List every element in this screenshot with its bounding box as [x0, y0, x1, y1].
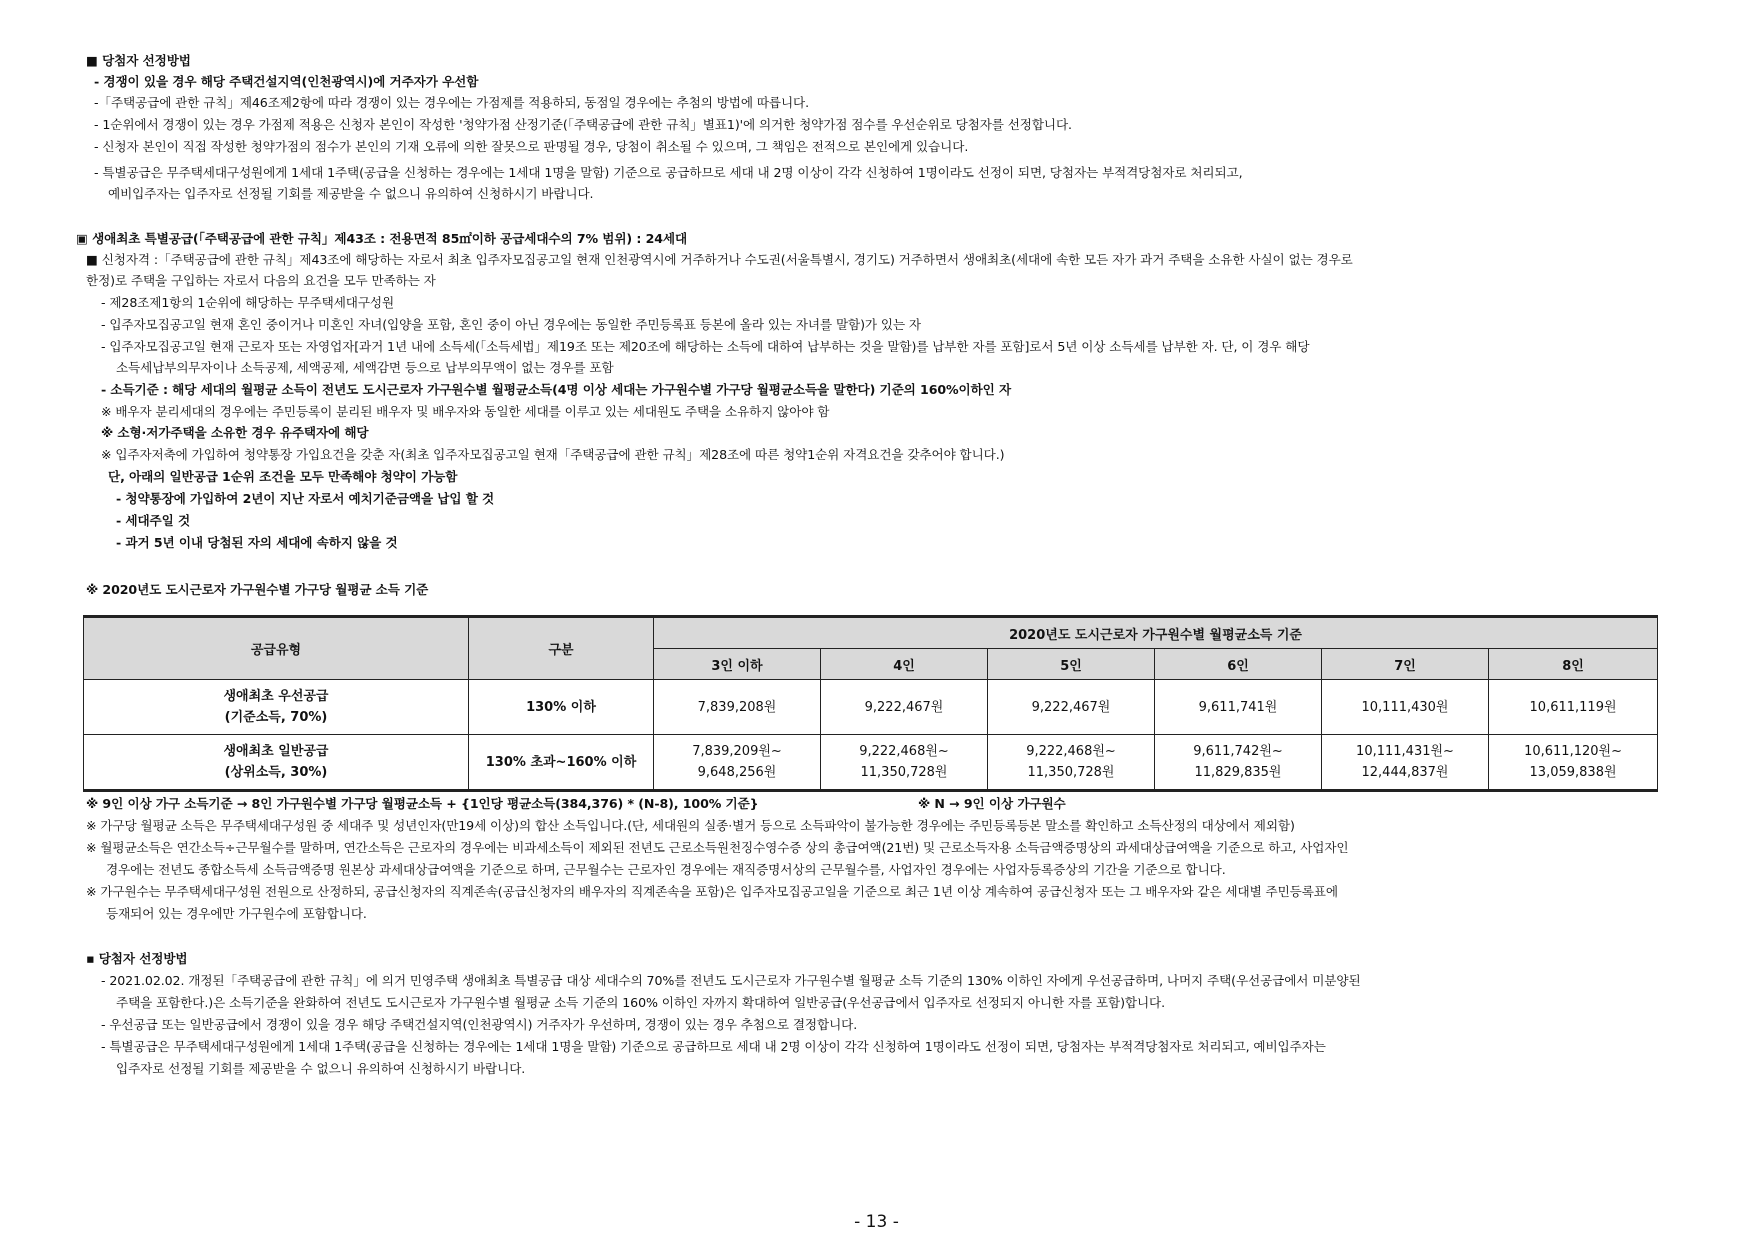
section1-heading: ■ 당첨자 선정방법 — [86, 53, 191, 68]
income-cell — [988, 735, 1155, 791]
income-cell — [821, 680, 988, 735]
section1-line: - 특별공급은 무주택세대구성원에게 1세대 1주택(공급을 신청하는 경우에는 1세대 1명을 말함) 기준으로 공급하므로 세대 내 2명 이상이 각각 신청하여 1명이라도 선정이 되면, 당첨자는 부적격당첨자로 처리되고, — [94, 165, 1243, 180]
supply-type-cell — [84, 680, 469, 735]
supply-type-name: 생애최초 우선공급 — [223, 689, 329, 704]
income-value: 10,111,430원 — [1361, 699, 1449, 715]
header-size: 4인 — [821, 649, 988, 680]
note-line: ※ 9인 이상 가구 소득기준 → 8인 가구원수별 가구당 월평균소득 + {1인당 평균소득(384,376) * (N-8), 100% 기준} — [86, 796, 759, 811]
income-range-to: 11,350,728원 — [860, 765, 948, 780]
header-size: 8인 — [1489, 649, 1658, 680]
section3-line: - 우선공급 또는 일반공급에서 경쟁이 있을 경우 해당 주택건설지역(인천광역시) 거주자가 우선하며, 경쟁이 있는 경우 추첨으로 결정합니다. — [101, 1017, 858, 1032]
income-range-from: 9,611,742원~ — [1193, 744, 1283, 759]
note-line: ※ 가구원수는 무주택세대구성원 전원으로 산정하되, 공급신청자의 직계존속(공급신청자의 배우자의 직계존속을 포함)은 입주자모집공고일을 기준으로 최근 1년 이상 계속하여 공급신청자 또는 그 배우자와 같은 세대별 주민등록표에 — [86, 884, 1338, 899]
section2-heading: ▣ 생애최초 특별공급(「주택공급에 관한 규칙」제43조 : 전용면적 85㎡이하 공급세대수의 7% 범위) : 24세대 — [76, 231, 688, 246]
section1-line: - 1순위에서 경쟁이 있는 경우 가점제 적용은 신청자 본인이 작성한 '청약가점 산정기준(「주택공급에 관한 규칙」별표1)'에 의거한 청약가점 점수를 우선순위로 당첨자를 선정합니다. — [94, 117, 1072, 132]
section2-line: ■ 신청자격 :「주택공급에 관한 규칙」제43조에 해당하는 자로서 최초 입주자모집공고일 현재 인천광역시에 거주하거나 수도권(서울특별시, 경기도) 거주하면서 생애최초(세대에 속한 모든 자가 과거 주택을 소유한 사실이 없는 경우로 — [86, 252, 1353, 267]
section2-line: - 제28조제1항의 1순위에 해당하는 무주택세대구성원 — [101, 295, 395, 310]
income-cell — [1322, 735, 1489, 791]
header-size: 3인 이하 — [654, 649, 821, 680]
section2-line: 단, 아래의 일반공급 1순위 조건을 모두 만족해야 청약이 가능함 — [108, 469, 458, 484]
income-range-to: 13,059,838원 — [1529, 765, 1617, 780]
income-range-to: 11,350,728원 — [1027, 765, 1115, 780]
income-value: 7,839,208원 — [697, 699, 777, 715]
table-row — [84, 680, 1658, 735]
section2-line: ※ 배우자 분리세대의 경우에는 주민등록이 분리된 배우자 및 배우자와 동일한 세대를 이루고 있는 세대원도 주택을 소유하지 않아야 함 — [101, 404, 830, 419]
category-cell: 130% 이하 — [469, 680, 654, 735]
header-supply-type: 공급유형 — [84, 617, 469, 680]
section2-line: 한정)로 주택을 구입하는 자로서 다음의 요건을 모두 만족하는 자 — [86, 273, 436, 288]
section2-line: - 소득기준 : 해당 세대의 월평균 소득이 전년도 도시근로자 가구원수별 월평균소득(4명 이상 세대는 가구원수별 가구당 월평균소득을 말한다) 기준의 160%이하인 자 — [101, 382, 1012, 397]
income-value: 9,222,467원 — [864, 699, 944, 715]
section2-line: - 입주자모집공고일 현재 혼인 중이거나 미혼인 자녀(입양을 포함, 혼인 중이 아닌 경우에는 동일한 주민등록표 등본에 올라 있는 자녀를 말함)가 있는 자 — [101, 317, 921, 332]
income-range-from: 9,222,468원~ — [859, 744, 949, 759]
income-value: 9,611,741원 — [1198, 699, 1278, 715]
note-line: ※ 가구당 월평균 소득은 무주택세대구성원 중 세대주 및 성년인자(만19세 이상)의 합산 소득입니다.(단, 세대원의 실종·별거 등으로 소득파악이 불가능한 경우에는 주민등록등본 말소를 확인하고 소득산정의 대상에서 제외함) — [86, 818, 1295, 833]
section3-line: - 2021.02.02. 개정된「주택공급에 관한 규칙」에 의거 민영주택 생애최초 특별공급 대상 세대수의 70%를 전년도 도시근로자 가구원수별 월평균 소득 기준의 130% 이하인 자에게 우선공급하며, 나머지 주택(우선공급에서 미분양된 — [101, 973, 1361, 988]
section2-line: - 입주자모집공고일 현재 근로자 또는 자영업자[과거 1년 내에 소득세(「소득세법」제19조 또는 제20조에 해당하는 소득에 대하여 납부하는 것을 말함)를 납부한 자를 포함]로서 5년 이상 소득세를 납부한 자. 단, 이 경우 해당 — [101, 339, 1310, 354]
section1-line: - 신청자 본인이 직접 작성한 청약가점의 점수가 본인의 기재 오류에 의한 잘못으로 판명될 경우, 당첨이 취소될 수 있으며, 그 책임은 전적으로 본인에게 있습니다. — [94, 139, 969, 154]
page-number: - 13 - — [854, 1212, 899, 1232]
header-size: 6인 — [1155, 649, 1322, 680]
income-cell — [1155, 735, 1322, 791]
income-cell — [988, 680, 1155, 735]
category-cell: 130% 초과~160% 이하 — [469, 735, 654, 791]
income-value: 10,611,119원 — [1529, 699, 1617, 715]
header-category: 구분 — [469, 617, 654, 680]
table-row — [84, 735, 1658, 791]
income-range-to: 9,648,256원 — [697, 765, 777, 780]
section2-line: 소득세납부의무자이나 소득공제, 세액공제, 세액감면 등으로 납부의무액이 없는 경우를 포함 — [116, 360, 614, 375]
section2-line: - 과거 5년 이내 당첨된 자의 세대에 속하지 않을 것 — [116, 535, 398, 550]
note-line: ※ 월평균소득은 연간소득÷근무월수를 말하며, 연간소득은 근로자의 경우에는 비과세소득이 제외된 전년도 근로소득원천징수영수증 상의 총급여액(21번) 및 근로소득자용 소득금액증명상의 과세대상급여액을 기준으로 하고, 사업자인 — [86, 840, 1349, 855]
supply-type-ratio: (상위소득, 30%) — [224, 765, 328, 780]
table-title: ※ 2020년도 도시근로자 가구원수별 가구당 월평균 소득 기준 — [86, 582, 429, 597]
header-income-group: 2020년도 도시근로자 가구원수별 월평균소득 기준 — [654, 617, 1658, 649]
income-table — [83, 615, 1658, 792]
supply-type-ratio: (기준소득, 70%) — [224, 710, 328, 725]
section3-line: 입주자로 선정될 기회를 제공받을 수 없으니 유의하여 신청하시기 바랍니다. — [116, 1061, 526, 1076]
income-cell — [1322, 680, 1489, 735]
income-cell — [1155, 680, 1322, 735]
section2-line: - 세대주일 것 — [116, 513, 191, 528]
income-cell — [1489, 680, 1658, 735]
header-size: 7인 — [1322, 649, 1489, 680]
income-range-from: 10,111,431원~ — [1356, 744, 1454, 759]
section3-heading: ▪ 당첨자 선정방법 — [86, 951, 188, 966]
section2-line: ※ 소형·저가주택을 소유한 경우 유주택자에 해당 — [101, 425, 369, 440]
section2-line: ※ 입주자저축에 가입하여 청약통장 가입요건을 갖춘 자(최초 입주자모집공고일 현재「주택공급에 관한 규칙」제28조에 따른 청약1순위 자격요건을 갖추어야 합니다.) — [101, 447, 1005, 462]
section3-line: - 특별공급은 무주택세대구성원에게 1세대 1주택(공급을 신청하는 경우에는 1세대 1명을 말함) 기준으로 공급하므로 세대 내 2명 이상이 각각 신청하여 1명이라도 선정이 되면, 당첨자는 부적격당첨자로 처리되고, 예비입주자는 — [101, 1039, 1326, 1054]
income-range-from: 9,222,468원~ — [1026, 744, 1116, 759]
income-cell — [654, 735, 821, 791]
income-cell — [1489, 735, 1658, 791]
income-range-from: 10,611,120원~ — [1524, 744, 1622, 759]
income-range-from: 7,839,209원~ — [692, 744, 782, 759]
section2-line: - 청약통장에 가입하여 2년이 지난 자로서 예치기준금액을 납입 할 것 — [116, 491, 495, 506]
income-value: 9,222,467원 — [1031, 699, 1111, 715]
income-range-to: 11,829,835원 — [1194, 765, 1282, 780]
income-range-to: 12,444,837원 — [1361, 765, 1449, 780]
note-line: 경우에는 전년도 종합소득세 소득금액증명 원본상 과세대상급여액을 기준으로 하며, 근무월수는 근로자인 경우에는 재직증명서상의 근무월수를, 사업자인 경우에는 사업자등록증상의 기간을 기준으로 합니다. — [106, 862, 1226, 877]
income-cell — [821, 735, 988, 791]
section1-line: 예비입주자는 입주자로 선정될 기회를 제공받을 수 없으니 유의하여 신청하시기 바랍니다. — [108, 186, 594, 201]
header-size: 5인 — [988, 649, 1155, 680]
note-line: ※ N → 9인 이상 가구원수 — [918, 796, 1066, 811]
section3-line: 주택을 포함한다.)은 소득기준을 완화하여 전년도 도시근로자 가구원수별 월평균 소득 기준의 160% 이하인 자까지 확대하여 일반공급(우선공급에서 입주자로 선정되지 아니한 자를 포함)합니다. — [116, 995, 1165, 1010]
supply-type-name: 생애최초 일반공급 — [223, 744, 329, 759]
section1-line: - 경쟁이 있을 경우 해당 주택건설지역(인천광역시)에 거주자가 우선함 — [94, 74, 479, 89]
supply-type-cell — [84, 735, 469, 791]
section1-line: -「주택공급에 관한 규칙」제46조제2항에 따라 경쟁이 있는 경우에는 가점제를 적용하되, 동점일 경우에는 추첨의 방법에 따릅니다. — [94, 95, 809, 110]
income-cell — [654, 680, 821, 735]
note-line: 등재되어 있는 경우에만 가구원수에 포함합니다. — [106, 906, 367, 921]
